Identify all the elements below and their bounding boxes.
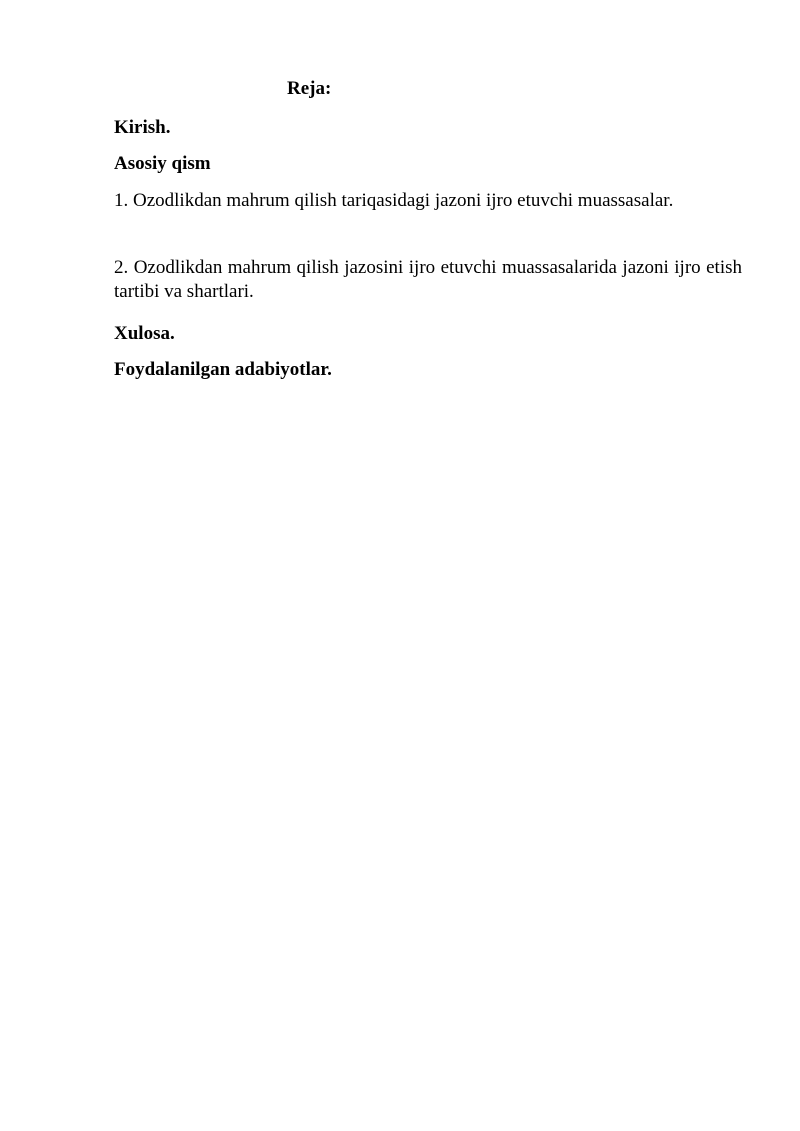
section-references: Foydalanilgan adabiyotlar. <box>114 359 332 380</box>
page-title: Reja: <box>287 78 332 99</box>
plan-item-2: 2. Ozodlikdan mahrum qilish jazosini ijro etuvchi muassasalarida jazoni ijro etish tartibi va shartlari. <box>114 257 742 302</box>
plan-item-1: 1. Ozodlikdan mahrum qilish tariqasidagi jazoni ijro etuvchi muassasalar. <box>114 190 674 211</box>
section-conclusion: Xulosa. <box>114 323 175 344</box>
section-main-part: Asosiy qism <box>114 153 211 174</box>
section-intro: Kirish. <box>114 117 171 138</box>
